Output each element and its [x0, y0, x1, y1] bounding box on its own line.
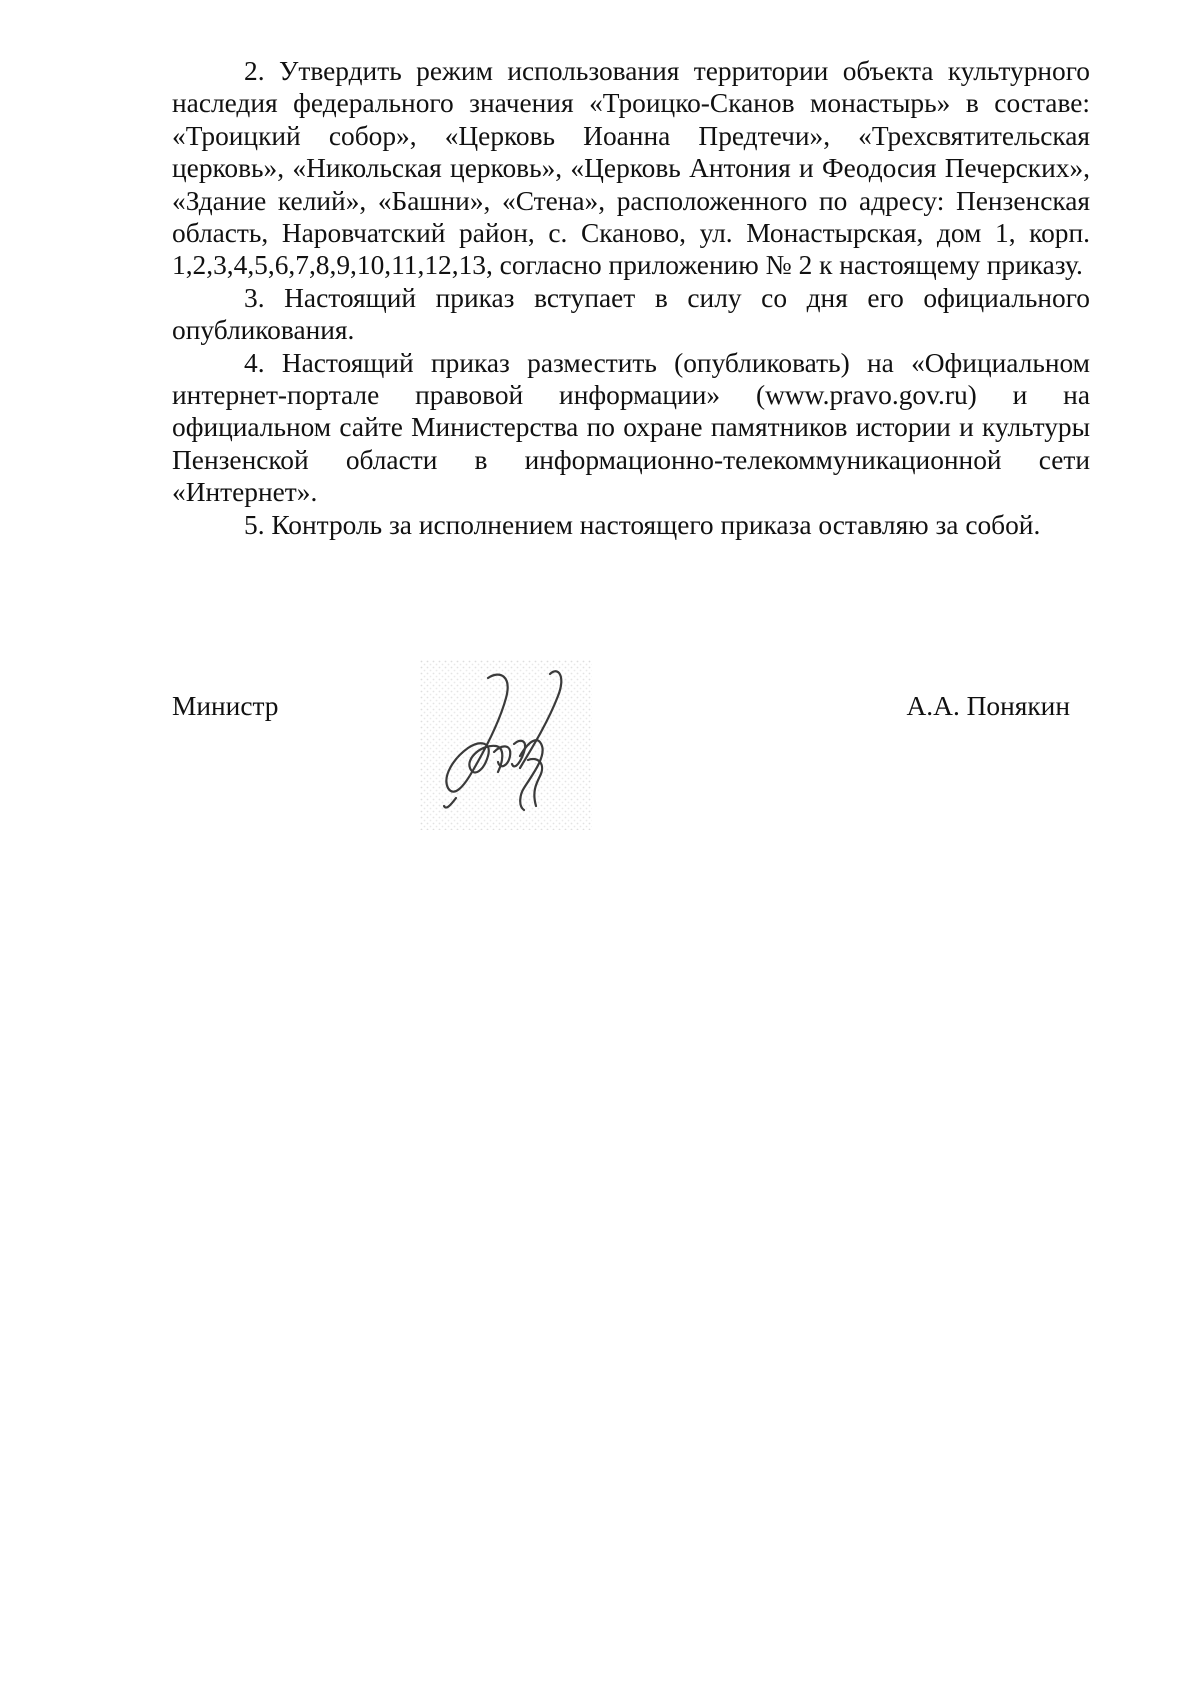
signatory-position: Министр	[172, 691, 279, 721]
paragraph-item-5: 5. Контроль за исполнением настоящего приказа оставляю за собой.	[244, 509, 1041, 540]
paragraph-item-2: 2. Утвердить режим использования территории объекта культурного наследия федерального значения «Троицко-Сканов монастырь» в составе: «Троицкий собор», «Церковь Иоанна Предтечи», «Трехсвятительская церковь», «Никольская церковь», «Церковь Антония и Феодосия Печерских», «Здание келий», «Башни», «Стена», расположенного по адресу: Пензенская область, Наровчатский район, с. Сканово, ул. Монастырская, дом 1, корп. 1,2,3,4,5,6,7,8,9,10,11,12,13, согласно приложению № 2 к настоящему приказу.	[172, 56, 1090, 281]
signatory-name: А.А. Понякин	[906, 691, 1070, 721]
signature-block	[172, 690, 1070, 730]
paragraph-item-4: 4. Настоящий приказ разместить (опубликовать) на «Официальном интернет-портале правовой информации» (www.pravo.gov.ru) и на официальном сайте Министерства по охране памятников истории и культуры Пензенской области в информационно-телекоммуникационной сети «Интернет».	[172, 347, 1090, 508]
handwritten-signature	[420, 660, 592, 830]
seal-stipple-background	[420, 660, 592, 830]
order-body	[172, 55, 1090, 541]
paragraph-item-3: 3. Настоящий приказ вступает в силу со дня его официального опубликования.	[172, 282, 1090, 346]
